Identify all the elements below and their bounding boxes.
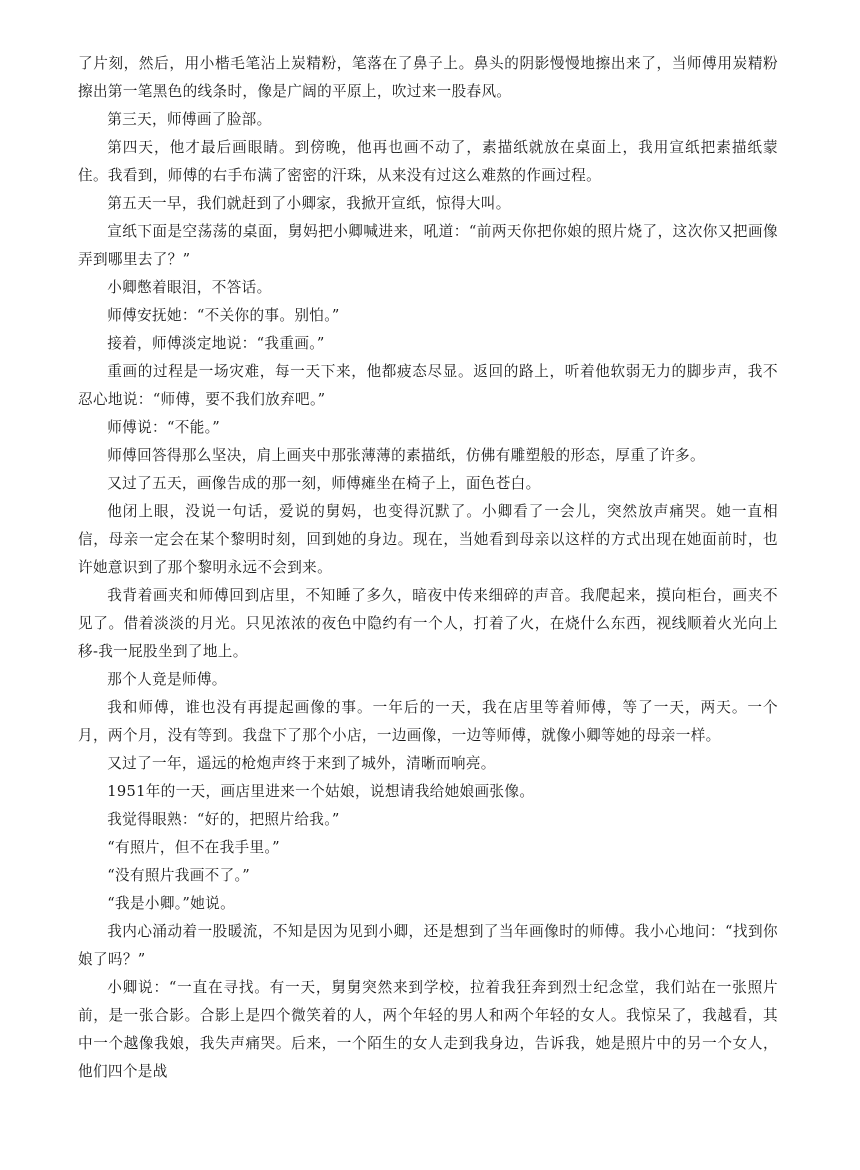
- paragraph: 那个人竟是师傅。: [107, 671, 227, 688]
- paragraph: 又过了一年，遥远的枪炮声终于来到了城外，清晰而响亮。: [107, 755, 496, 772]
- paragraph: 1951年的一天，画店里进来一个姑娘，说想请我给她娘画张像。: [107, 783, 535, 800]
- document-page: [78, 50, 778, 1086]
- paragraph: 第三天，师傅画了脸部。: [107, 111, 272, 128]
- paragraph: 我觉得眼熟：“好的，把照片给我。”: [107, 811, 340, 828]
- paragraph: 小卿说：“一直在寻找。有一天，舅舅突然来到学校，拉着我狂奔到烈士纪念堂，我们站在一张照片前，是一张合影。合影上是四个微笑着的人，两个年轻的男人和两个年轻的女人。我惊呆了，我越看，其中一个越像我娘，我失声痛哭。后来，一个陌生的女人走到我身边，告诉我，她是照片中的另一个女人，他们四个是战: [78, 979, 778, 1080]
- paragraph: 师傅说：“不能。”: [107, 419, 221, 436]
- paragraph: 第四天，他才最后画眼睛。到傍晚，他再也画不动了，素描纸就放在桌面上，我用宣纸把素描纸蒙住。我看到，师傅的右手布满了密密的汗珠，从来没有过这么难熬的作画过程。: [78, 139, 778, 184]
- paragraph: “我是小卿。”她说。: [107, 895, 236, 912]
- paragraph: 接着，师傅淡定地说：“我重画。”: [107, 335, 325, 352]
- paragraph: 他闭上眼，没说一句话，爱说的舅妈，也变得沉默了。小卿看了一会儿，突然放声痛哭。她一直相信，母亲一定会在某个黎明时刻，回到她的身边。现在，当她看到母亲以这样的方式出现在她面前时，也许她意识到了那个黎明永远不会到来。: [78, 503, 778, 576]
- paragraph: 我背着画夹和师傅回到店里，不知睡了多久，暗夜中传来细碎的声音。我爬起来，摸向柜台，画夹不见了。借着淡淡的月光。只见浓浓的夜色中隐约有一个人，打着了火，在烧什么东西，视线顺着火光向上移-我一屁股坐到了地上。: [78, 587, 778, 660]
- paragraph: 宣纸下面是空荡荡的桌面，舅妈把小卿喊进来，吼道：“前两天你把你娘的照片烧了，这次你又把画像弄到哪里去了？”: [78, 223, 778, 268]
- paragraph: 我和师傅，谁也没有再提起画像的事。一年后的一天，我在店里等着师傅，等了一天，两天。一个月，两个月，没有等到。我盘下了那个小店，一边画像，一边等师傅，就像小卿等她的母亲一样。: [78, 699, 778, 744]
- paragraph: 师傅安抚她：“不关你的事。别怕。”: [107, 307, 340, 324]
- paragraph: 我内心涌动着一股暖流，不知是因为见到小卿，还是想到了当年画像时的师傅。我小心地问：“找到你娘了吗？”: [78, 923, 778, 968]
- paragraph: 又过了五天，画像告成的那一刻，师傅瘫坐在椅子上，面色苍白。: [107, 475, 541, 492]
- paragraph: 师傅回答得那么坚决，肩上画夹中那张薄薄的素描纸，仿佛有雕塑般的形态，厚重了许多。: [107, 447, 705, 464]
- paragraph: 了片刻，然后，用小楷毛笔沾上炭精粉，笔落在了鼻子上。鼻头的阴影慢慢地擦出来了，当师傅用炭精粉擦出第一笔黑色的线条时，像是广阔的平原上，吹过来一股春风。: [78, 55, 778, 100]
- paragraph: 第五天一早，我们就赶到了小卿家，我掀开宣纸，惊得大叫。: [107, 195, 511, 212]
- paragraph: “没有照片我画不了。”: [107, 867, 251, 884]
- paragraph: 重画的过程是一场灾难，每一天下来，他都疲态尽显。返回的路上，听着他软弱无力的脚步声，我不忍心地说：“师傅，要不我们放弃吧。”: [78, 363, 778, 408]
- paragraph: 小卿憋着眼泪，不答话。: [107, 279, 272, 296]
- paragraph: “有照片，但不在我手里。”: [107, 839, 280, 856]
